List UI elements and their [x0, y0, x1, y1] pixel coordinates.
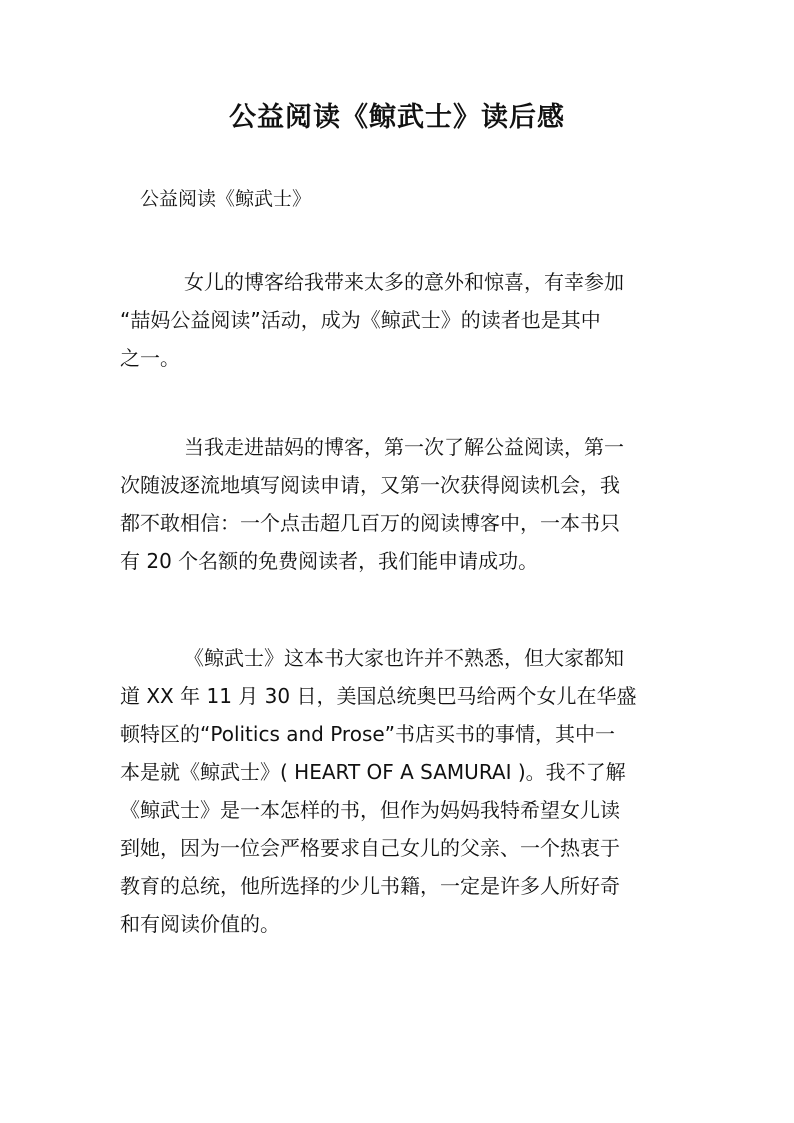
paragraph-1	[120, 263, 720, 377]
paragraph-line: “喆妈公益阅读”活动，成为《鲸武士》的读者也是其中	[120, 308, 601, 332]
paragraph-line: 到她，因为一位会严格要求自己女儿的父亲、一个热衷于	[120, 836, 620, 860]
paragraph-line: 之一。	[120, 346, 180, 370]
paragraph-line: 教育的总统，他所选择的少儿书籍，一定是许多人所好奇	[120, 874, 620, 898]
paragraph-line: 女儿的博客给我带来太多的意外和惊喜，有幸参加	[184, 270, 624, 294]
paragraph-line: 有 20 个名额的免费阅读者，我们能申请成功。	[120, 549, 539, 573]
paragraph-line: 当我走进喆妈的博客，第一次了解公益阅读，第一	[184, 435, 624, 459]
paragraph-2	[120, 428, 720, 580]
paragraph-3	[120, 639, 720, 943]
paragraph-line: 本是就《鲸武士》( HEART OF A SAMURAI )。我不了解	[120, 760, 626, 784]
paragraph-line: 道 XX 年 11 月 30 日，美国总统奥巴马给两个女儿在华盛	[120, 684, 637, 708]
paragraph-line: 《鲸武士》这本书大家也许并不熟悉，但大家都知	[184, 646, 624, 670]
paragraph-line: 顿特区的“Politics and Prose”书店买书的事情，其中一	[120, 722, 616, 746]
paragraph-line: 和有阅读价值的。	[120, 912, 280, 936]
paragraph-line: 《鲸武士》是一本怎样的书，但作为妈妈我特希望女儿读	[120, 798, 620, 822]
page-title: 公益阅读《鲸武士》读后感	[229, 102, 565, 133]
paragraph-line: 次随波逐流地填写阅读申请，又第一次获得阅读机会，我	[120, 473, 620, 497]
paragraph-line: 都不敢相信：一个点击超几百万的阅读博客中，一本书只	[120, 511, 620, 535]
subtitle: 公益阅读《鲸武士》	[140, 188, 312, 210]
